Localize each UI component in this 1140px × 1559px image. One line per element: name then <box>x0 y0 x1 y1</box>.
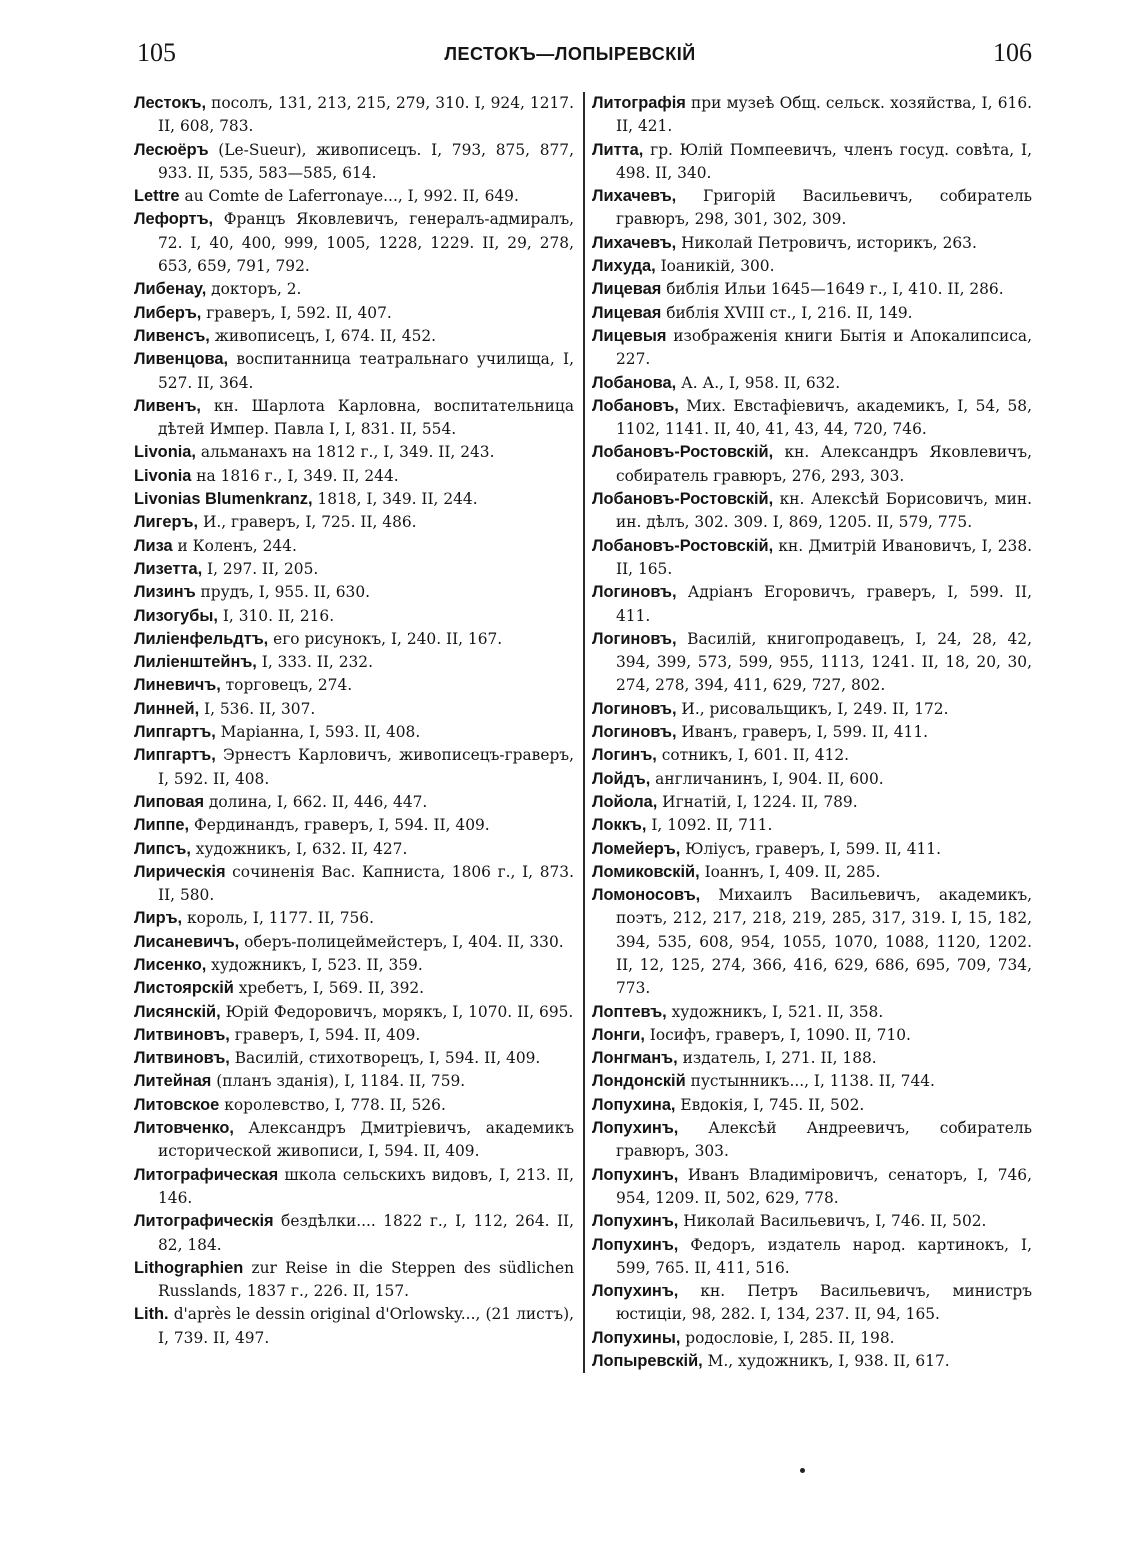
entry-headword: Лефортъ, <box>134 210 214 229</box>
entry-headword: Линевичъ, <box>134 676 221 695</box>
index-entry <box>592 1094 1032 1117</box>
index-entry <box>592 628 1032 698</box>
entry-headword: Лицевая <box>592 303 662 322</box>
entry-headword: Литографія <box>592 94 686 112</box>
index-entry <box>592 744 1032 767</box>
index-entry <box>134 302 574 325</box>
entry-text: школа сельскихъ видовъ, I, 213. II, 146. <box>158 1165 574 1207</box>
index-entry <box>134 139 574 186</box>
entry-text: Фердинандъ, граверъ, I, 594. II, 409. <box>189 816 490 835</box>
entry-text: библія Ильи 1645—1649 г., I, 410. II, 286. <box>661 280 1004 299</box>
entry-text: au Comte de Laferronaye..., I, 992. II, 649. <box>179 187 519 206</box>
entry-text: Эрнестъ Карловичъ, живописецъ-граверъ, I, 592. II, 408. <box>158 746 574 788</box>
entry-headword: Лирическія <box>134 862 226 881</box>
entry-headword: Лихачевъ, <box>592 187 677 206</box>
entry-headword: Лондонскій <box>592 1072 686 1091</box>
entry-text: Иванъ Владиміровичъ, сенаторъ, I, 746, 954, 1209. II, 502, 629, 778. <box>616 1165 1032 1207</box>
entry-headword: Лопухинъ, <box>592 1235 679 1254</box>
entry-text: Николай Васильевичъ, I, 746. II, 502. <box>678 1212 987 1231</box>
entry-text: посолъ, 131, 213, 215, 279, 310. I, 924, 1217. II, 608, 783. <box>158 94 574 136</box>
entry-headword: Лисаневичъ, <box>134 932 240 951</box>
entry-headword: Ломоносовъ, <box>592 886 701 905</box>
entry-text: Францъ Яковлевичъ, генералъ-адмиралъ, 72. I, 40, 400, 999, 1005, 1228, 1229. II, 29, 278, 653, 659, 791, 792. <box>158 210 574 276</box>
entry-headword: Livonia, <box>134 443 196 462</box>
index-entry <box>134 1024 574 1047</box>
index-entry <box>592 488 1032 535</box>
entry-headword: Lith. <box>134 1305 169 1324</box>
index-entry <box>134 208 574 278</box>
index-entry <box>134 441 574 464</box>
entry-text: и Коленъ, 244. <box>172 536 297 555</box>
entry-headword: Лойола, <box>592 792 658 811</box>
index-entry <box>134 185 574 208</box>
index-entry <box>134 1210 574 1257</box>
entry-text: библія XVIII ст., I, 216. II, 149. <box>661 303 913 322</box>
index-entry <box>592 325 1032 372</box>
entry-headword: Литвиновъ, <box>134 1049 230 1068</box>
entry-headword: Липпе, <box>134 816 190 835</box>
index-entry <box>134 325 574 348</box>
entry-headword: Липгартъ, <box>134 746 216 765</box>
entry-headword: Липсъ, <box>134 839 191 858</box>
left-column <box>134 92 574 1350</box>
entry-text: Иванъ, граверъ, I, 599. II, 411. <box>676 723 929 742</box>
entry-text: художникъ, I, 632. II, 427. <box>190 839 408 858</box>
index-entry <box>134 465 574 488</box>
entry-text: бездѣлки.... 1822 г., I, 112, 264. II, 82, 184. <box>158 1212 574 1254</box>
index-entry <box>592 1117 1032 1164</box>
index-entry <box>134 814 574 837</box>
entry-text: при музеѣ Общ. сельск. хозяйства, I, 616. II, 421. <box>616 94 1032 136</box>
index-entry <box>592 884 1032 1000</box>
entry-text: I, 536. II, 307. <box>199 699 316 718</box>
entry-headword: Литовское <box>134 1095 220 1114</box>
index-entry <box>592 581 1032 628</box>
entry-text: англичанинъ, I, 904. II, 600. <box>650 769 884 788</box>
index-entry <box>134 1001 574 1024</box>
entry-text: художникъ, I, 523. II, 359. <box>206 955 423 974</box>
entry-text: художникъ, I, 521. II, 358. <box>666 1002 884 1021</box>
entry-headword: Лицевыя <box>592 326 667 345</box>
index-entry <box>592 1234 1032 1281</box>
entry-headword: Липовая <box>134 792 205 811</box>
index-entry <box>592 1001 1032 1024</box>
index-entry <box>134 861 574 908</box>
entry-text: кн. Александръ Яковлевичъ, собиратель гравюръ, 276, 293, 303. <box>616 443 1032 485</box>
index-entry <box>592 185 1032 232</box>
index-entry <box>592 698 1032 721</box>
entry-text: Іоаннъ, I, 409. II, 285. <box>699 862 881 881</box>
index-entry <box>134 488 574 511</box>
entry-headword: Лойдъ, <box>592 769 651 788</box>
entry-headword: Лизетта, <box>134 559 203 578</box>
index-entry <box>134 511 574 534</box>
entry-headword: Логиновъ, <box>592 629 677 648</box>
entry-headword: Литвиновъ, <box>134 1025 230 1044</box>
entry-headword: Лопухины, <box>592 1328 681 1347</box>
index-entry <box>134 1164 574 1211</box>
entry-text: воспитанница театральнаго училища, I, 527. II, 364. <box>158 350 574 392</box>
entry-text: кн. Алексѣй Борисовичъ, мин. ин. дѣлъ, 302. 309. I, 869, 1205. II, 579, 775. <box>616 490 1032 532</box>
entry-headword: Лисянскій, <box>134 1002 221 1021</box>
entry-headword: Лопухинъ, <box>592 1212 679 1231</box>
index-entry <box>134 674 574 697</box>
entry-headword: Литта, <box>592 140 644 159</box>
index-entry <box>134 907 574 930</box>
index-entry <box>134 698 574 721</box>
entry-headword: Lithographien <box>134 1258 244 1277</box>
entry-text: альманахъ на 1812 г., I, 349. II, 243. <box>195 443 495 462</box>
entry-headword: Livonias Blumenkranz, <box>134 490 313 509</box>
index-entry <box>134 1117 574 1164</box>
entry-text: Игнатій, I, 1224. II, 789. <box>657 792 858 811</box>
entry-headword: Лонги, <box>592 1025 645 1044</box>
entry-headword: Логиновъ, <box>592 583 677 602</box>
entry-text: хребетъ, I, 569. II, 392. <box>233 979 425 998</box>
right-column <box>592 92 1032 1373</box>
index-entry <box>592 1024 1032 1047</box>
entry-text: сочиненія Вас. Капниста, 1806 г., I, 873. II, 580. <box>158 862 574 905</box>
stray-mark <box>800 1468 805 1473</box>
entry-headword: Лихачевъ, <box>592 233 677 252</box>
entry-headword: Либеръ, <box>134 303 202 322</box>
index-entry <box>134 535 574 558</box>
entry-text: Маріанна, I, 593. II, 408. <box>215 723 421 742</box>
entry-headword: Ломейеръ, <box>592 839 681 858</box>
entry-headword: Лопухинъ, <box>592 1282 679 1301</box>
index-entry <box>592 535 1032 582</box>
index-entry <box>592 441 1032 488</box>
entry-text: торговецъ, 274. <box>220 676 353 695</box>
index-entry <box>592 278 1032 301</box>
entry-text: (планъ зданія), I, 1184. II, 759. <box>211 1072 466 1091</box>
right-page-number: 106 <box>993 38 1032 67</box>
entry-text: издатель, I, 271. II, 188. <box>677 1049 877 1068</box>
entry-headword: Ломиковскій, <box>592 862 700 881</box>
entry-text: Іоаникій, 300. <box>655 257 775 276</box>
entry-text: Іосифъ, граверъ, I, 1090. II, 710. <box>644 1025 911 1044</box>
entry-headword: Лизинъ <box>134 583 196 602</box>
entry-headword: Логинъ, <box>592 746 657 765</box>
entry-text: на 1816 г., I, 349. II, 244. <box>191 466 399 485</box>
entry-headword: Ливенсъ, <box>134 326 210 345</box>
entry-text: Григорій Васильевичъ, собиратель гравюръ, 298, 301, 302, 309. <box>616 187 1032 229</box>
entry-text: докторъ, 2. <box>206 280 302 299</box>
entry-headword: Либенау, <box>134 280 207 299</box>
entry-text: А. А., I, 958. II, 632. <box>676 373 841 392</box>
entry-headword: Лобанова, <box>592 373 677 392</box>
entry-headword: Лопухина, <box>592 1095 676 1114</box>
index-entry <box>134 1303 574 1350</box>
index-entry <box>592 1350 1032 1373</box>
index-entry <box>592 372 1032 395</box>
index-entry <box>134 791 574 814</box>
entry-text: Василій, книгопродавецъ, I, 24, 28, 42, 394, 399, 573, 599, 955, 1113, 1241. II, 18, 20, 30, 274, 278, 394, 411, 629, 727, 802. <box>616 629 1032 695</box>
entry-headword: Локкъ, <box>592 816 647 835</box>
index-entry <box>592 791 1032 814</box>
index-entry <box>592 1070 1032 1093</box>
column-divider <box>583 92 585 1373</box>
entry-headword: Лисенко, <box>134 955 207 974</box>
entry-headword: Лиръ, <box>134 909 183 928</box>
entry-text: Юліусъ, граверъ, I, 599. II, 411. <box>680 839 941 858</box>
index-entry <box>592 861 1032 884</box>
entry-text: Мих. Евстафіевичъ, академикъ, I, 54, 58, 1102, 1141. II, 40, 41, 43, 44, 720, 746. <box>616 396 1032 439</box>
entry-text: I, 1092. II, 711. <box>646 816 773 835</box>
entry-text: кн. Петръ Васильевичъ, министръ юстиціи, 98, 282. I, 134, 237. II, 94, 165. <box>616 1282 1032 1324</box>
entry-text: Юрій Федоровичъ, морякъ, I, 1070. II, 695. <box>220 1002 574 1021</box>
entry-headword: Лопухинъ, <box>592 1119 679 1138</box>
index-entry <box>134 954 574 977</box>
entry-text: долина, I, 662. II, 446, 447. <box>204 792 428 811</box>
entry-text: Федоръ, издатель народ. картинокъ, I, 599, 765. II, 411, 516. <box>616 1235 1032 1277</box>
index-entry <box>592 1210 1032 1233</box>
entry-text: zur Reise in die Steppen des südlichen Russlands, 1837 г., 226. II, 157. <box>158 1258 574 1301</box>
entry-headword: Литографическія <box>134 1212 274 1231</box>
index-entry <box>592 92 1032 139</box>
index-entry <box>592 838 1032 861</box>
entry-headword: Лонгманъ, <box>592 1049 678 1068</box>
index-entry <box>592 814 1032 837</box>
entry-headword: Лицевая <box>592 280 662 299</box>
entry-headword: Логиновъ, <box>592 699 677 718</box>
entry-text: (Le-Sueur), живописецъ. I, 793, 875, 877, 933. II, 535, 583—585, 614. <box>158 140 574 182</box>
index-entry <box>134 581 574 604</box>
entry-headword: Лесюёръ <box>134 140 209 159</box>
index-entry <box>134 931 574 954</box>
entry-text: королевство, I, 778. II, 526. <box>219 1095 446 1114</box>
entry-text: кн. Дмитрій Ивановичъ, I, 238. II, 165. <box>616 536 1032 578</box>
index-entry <box>134 558 574 581</box>
entry-text: Алексѣй Андреевичъ, собиратель гравюръ, 303. <box>616 1119 1032 1161</box>
entry-text: I, 297. II, 205. <box>202 559 319 578</box>
entry-headword: Лиза <box>134 536 173 555</box>
entry-text: пустынникъ..., I, 1138. II, 744. <box>685 1072 935 1091</box>
entry-text: гр. Юлій Помпеевичъ, членъ госуд. совѣта, I, 498. II, 340. <box>616 140 1032 182</box>
entry-text: Евдокія, I, 745. II, 502. <box>675 1095 865 1114</box>
entry-text: М., художникъ, I, 938. II, 617. <box>702 1352 950 1371</box>
page-header <box>0 36 1140 76</box>
entry-text: король, I, 1177. II, 756. <box>182 909 374 928</box>
entry-text: оберъ-полицеймейстеръ, I, 404. II, 330. <box>239 932 564 951</box>
entry-text: И., рисовальщикъ, I, 249. II, 172. <box>676 699 949 718</box>
index-entry <box>134 651 574 674</box>
entry-headword: Livonia <box>134 466 192 485</box>
index-entry <box>134 1047 574 1070</box>
index-entry <box>134 348 574 395</box>
entry-headword: Ливенъ, <box>134 396 201 415</box>
index-entry <box>592 1327 1032 1350</box>
entry-text: живописецъ, I, 674. II, 452. <box>209 326 437 345</box>
index-entry <box>134 744 574 791</box>
index-entry <box>134 1070 574 1093</box>
index-entry <box>134 838 574 861</box>
entry-text: I, 333. II, 232. <box>256 653 373 672</box>
entry-headword: Лопухинъ, <box>592 1165 679 1184</box>
entry-headword: Лобановъ-Ростовскій, <box>592 536 774 555</box>
entry-text: кн. Шарлота Карловна, воспитательница дѣтей Импер. Павла I, I, 831. II, 554. <box>158 396 574 439</box>
index-entry <box>592 1164 1032 1211</box>
entry-headword: Лиліенфельдтъ, <box>134 629 269 648</box>
index-entry <box>592 302 1032 325</box>
index-entry <box>134 1257 574 1304</box>
entry-headword: Листоярскій <box>134 979 234 998</box>
entry-headword: Лопыревскій, <box>592 1352 703 1371</box>
index-entry <box>134 628 574 651</box>
index-entry <box>134 92 574 139</box>
index-entry <box>592 768 1032 791</box>
entry-text: Александръ Дмитріевичъ, академикъ исторической живописи, I, 594. II, 409. <box>158 1119 574 1161</box>
entry-text: Михаилъ Васильевичъ, академикъ, поэтъ, 212, 217, 218, 219, 285, 317, 319. I, 15, 182, 394, 535, 608, 954, 1055, 1070, 1088, 1120, 1202. II, 12, 125, 274, 366, 416, 629, 686, 695, 709, 734, 773. <box>616 886 1032 998</box>
entry-headword: Логиновъ, <box>592 723 677 742</box>
entry-text: Адріанъ Егоровичъ, граверъ, I, 599. II, 411. <box>616 583 1032 625</box>
entry-headword: Литографическая <box>134 1165 279 1184</box>
entry-text: Василій, стихотворецъ, I, 594. II, 409. <box>229 1049 541 1068</box>
index-entry <box>134 1094 574 1117</box>
entry-text: Николай Петровичъ, историкъ, 263. <box>676 233 977 252</box>
index-entry <box>592 395 1032 442</box>
index-entry <box>134 721 574 744</box>
entry-headword: Лихуда, <box>592 257 656 276</box>
entry-headword: Лоптевъ, <box>592 1002 667 1021</box>
entry-headword: Lettre <box>134 187 180 206</box>
index-entry <box>592 232 1032 255</box>
entry-headword: Линней, <box>134 699 200 718</box>
entry-headword: Липгартъ, <box>134 723 216 742</box>
entry-headword: Лиліенштейнъ, <box>134 653 257 672</box>
entry-text: родословіе, I, 285. II, 198. <box>680 1328 895 1347</box>
index-entry <box>134 278 574 301</box>
entry-text: I, 310. II, 216. <box>217 606 335 625</box>
entry-text: граверъ, I, 594. II, 409. <box>229 1025 421 1044</box>
index-entry <box>134 395 574 442</box>
index-entry <box>134 977 574 1000</box>
entry-text: 1818, I, 349. II, 244. <box>312 490 478 509</box>
entry-headword: Лобановъ-Ростовскій, <box>592 490 774 509</box>
index-entry <box>592 1047 1032 1070</box>
entry-headword: Лобановъ-Ростовскій, <box>592 443 774 462</box>
entry-text: граверъ, I, 592. II, 407. <box>201 303 392 322</box>
entry-text: И., граверъ, I, 725. II, 486. <box>198 513 417 532</box>
entry-text: сотникъ, I, 601. II, 412. <box>656 746 850 765</box>
entry-text: d'après le dessin original d'Orlowsky..., (21 листъ), I, 739. II, 497. <box>158 1305 574 1347</box>
entry-text: изображенія книги Бытія и Апокалипсиса, 227. <box>616 326 1032 369</box>
entry-headword: Литейная <box>134 1072 212 1091</box>
entry-headword: Лобановъ, <box>592 396 679 415</box>
left-page-number: 105 <box>137 38 176 67</box>
entry-headword: Лестокъ, <box>134 94 207 112</box>
index-entry <box>592 721 1032 744</box>
entry-text: прудъ, I, 955. II, 630. <box>195 583 371 602</box>
index-entry <box>592 255 1032 278</box>
entry-headword: Лигеръ, <box>134 513 199 532</box>
index-entry <box>592 1280 1032 1327</box>
index-entry <box>134 605 574 628</box>
entry-text: его рисунокъ, I, 240. II, 167. <box>268 629 503 648</box>
index-entry <box>592 139 1032 186</box>
entry-headword: Ливенцова, <box>134 350 229 369</box>
running-title: ЛЕСТОКЪ—ЛОПЫРЕВСКІЙ <box>444 44 696 64</box>
entry-headword: Литовченко, <box>134 1119 234 1138</box>
entry-headword: Лизогубы, <box>134 606 218 625</box>
